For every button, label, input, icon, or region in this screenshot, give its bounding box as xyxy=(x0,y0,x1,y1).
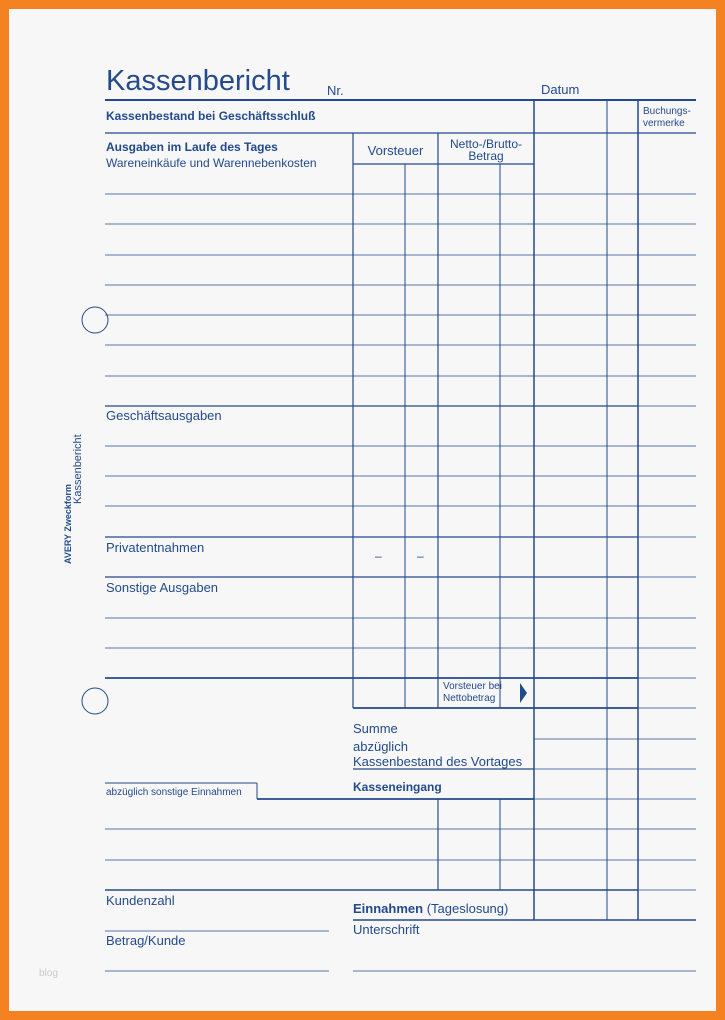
ausgaben-heading: Ausgaben im Laufe des Tages xyxy=(106,140,278,154)
betrag-kunde-label: Betrag/Kunde xyxy=(106,933,186,948)
unterschrift-label: Unterschrift xyxy=(353,922,420,937)
watermark-text: blog xyxy=(39,968,58,979)
buchungsvermerke-label-2: vermerke xyxy=(643,118,685,129)
datum-label: Datum xyxy=(541,82,580,97)
kundenzahl-label: Kundenzahl xyxy=(106,893,175,908)
abzueglich-label: abzüglich xyxy=(353,739,408,754)
vorsteuer-bei-label-2: Nettobetrag xyxy=(443,693,496,704)
wareneinkaeufe-label: Wareneinkäufe und Warennebenkosten xyxy=(106,156,317,170)
geschaeftsausgaben-label: Geschäftsausgaben xyxy=(106,408,222,423)
einnahmen-bold-text: Einnahmen xyxy=(353,901,424,916)
buchungsvermerke-label-1: Buchungs- xyxy=(643,106,691,117)
form-sheet xyxy=(9,9,716,1011)
avery-logo xyxy=(64,484,73,564)
logo-text-avery: AVERY xyxy=(63,534,73,564)
vorsteuer-bei-label-1: Vorsteuer bei xyxy=(443,681,502,692)
sonstige-ausgaben-label: Sonstige Ausgaben xyxy=(106,580,219,595)
privat-dash-1: – xyxy=(375,549,382,563)
einnahmen-rest-text: (Tageslosung) xyxy=(423,901,509,916)
kasseneingang-label: Kasseneingang xyxy=(353,780,442,794)
netto-brutto-header-2: Betrag xyxy=(468,149,504,163)
netto-brutto-header-1: Netto-/Brutto- xyxy=(449,137,523,151)
privat-dash-2: – xyxy=(417,549,424,563)
vorsteuer-header: Vorsteuer xyxy=(367,143,424,158)
privatentnahmen-label: Privatentnahmen xyxy=(106,540,205,555)
nr-label: Nr. xyxy=(327,83,344,98)
kassenbestand-label: Kassenbestand bei Geschäftsschluß xyxy=(106,109,316,123)
side-kassenbericht-label: Kassenbericht xyxy=(72,434,84,504)
einnahmen-label xyxy=(353,902,508,915)
form-title: Kassenbericht xyxy=(106,65,290,97)
arrow-icon xyxy=(520,683,527,703)
summe-label: Summe xyxy=(353,721,398,736)
kassenbestand-vortag-label: Kassenbestand des Vortages xyxy=(353,754,523,769)
logo-text-zweckform: Zweckform xyxy=(63,484,73,532)
abzueglich-sonstige-label: abzüglich sonstige Einnahmen xyxy=(106,787,242,798)
